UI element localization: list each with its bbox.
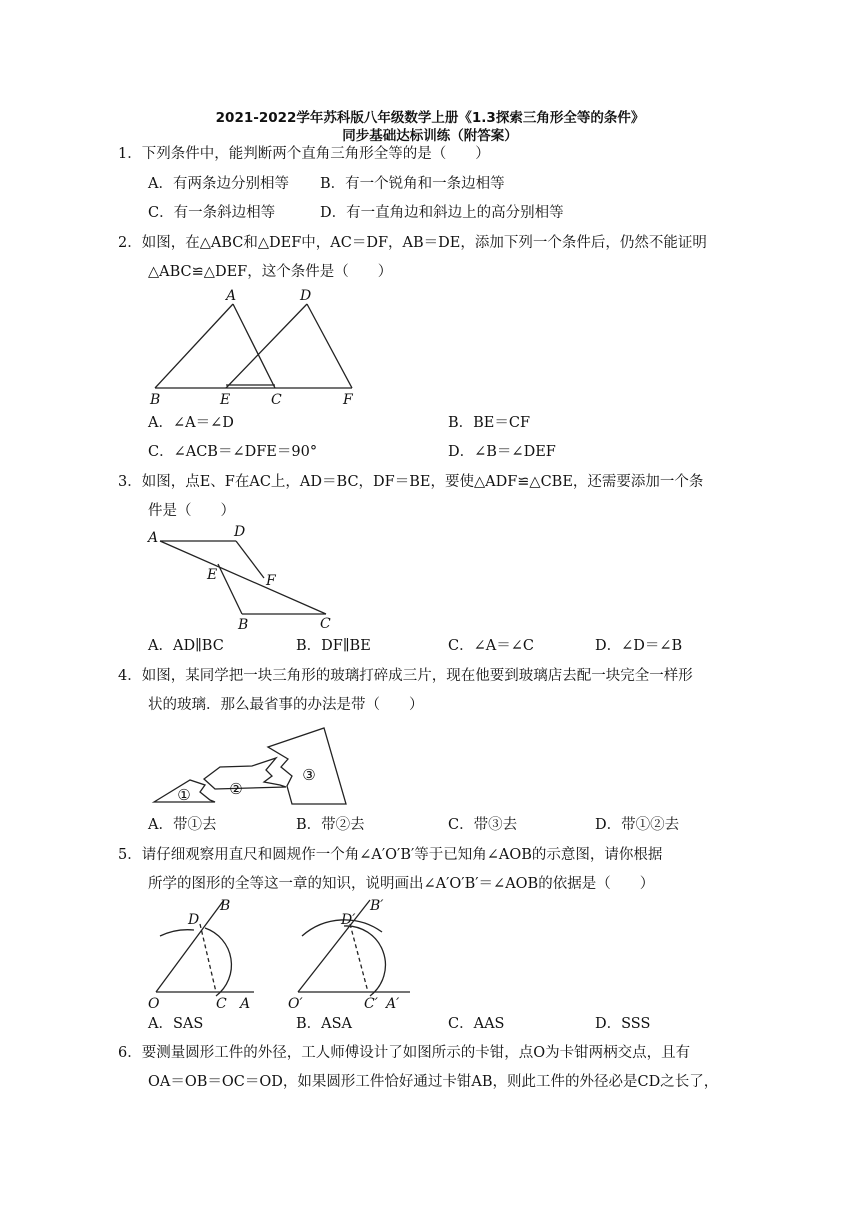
q4-option-b[interactable]: B．带②去 — [296, 817, 365, 833]
q1-option-c[interactable]: C．有一条斜边相等 — [148, 205, 276, 221]
q5-label-b-prime: B′ — [370, 898, 384, 914]
document-title-line2: 同步基础达标训练（附答案） — [342, 128, 518, 144]
question-4-text-line2: 状的玻璃．那么最省事的办法是带（ ） — [148, 697, 424, 713]
q2-option-b[interactable]: B．BE＝CF — [448, 415, 531, 431]
q4-option-a[interactable]: A．带①去 — [148, 817, 217, 833]
question-1-text: 1．下列条件中，能判断两个直角三角形全等的是（ ） — [118, 146, 490, 162]
q3-figure — [140, 522, 340, 632]
q3-label-f: F — [266, 573, 276, 589]
q2-label-b: B — [150, 392, 161, 408]
q5-label-d: D — [188, 912, 200, 928]
q2-label-c: C — [271, 392, 282, 408]
q3-label-e: E — [207, 567, 218, 583]
question-6-text-line2: OA＝OB＝OC＝OD，如果圆形工件恰好通过卡钳AB，则此工件的外径必是CD之长了， — [148, 1074, 719, 1090]
q5-label-c: C — [216, 996, 227, 1010]
q3-label-a: A — [148, 530, 159, 546]
q3-label-c: C — [320, 616, 331, 632]
question-2-text-line1: 2．如图，在△ABC和△DEF中，AC＝DF，AB＝DE，添加下列一个条件后，仍然不能证明 — [118, 235, 707, 251]
q4-figure — [140, 718, 360, 808]
q4-option-d[interactable]: D．带①②去 — [595, 817, 680, 833]
q1-option-d[interactable]: D．有一直角边和斜边上的高分别相等 — [320, 205, 564, 221]
q2-label-d: D — [300, 288, 312, 304]
document-title-line1: 2021-2022学年苏科版八年级数学上册《1.3探索三角形全等的条件》 — [215, 110, 645, 126]
question-5-text-line1: 5．请仔细观察用直尺和圆规作一个角∠A′O′B′等于已知角∠AOB的示意图，请你根据 — [118, 847, 663, 863]
q2-option-d[interactable]: D．∠B＝∠DEF — [448, 444, 556, 460]
q2-figure — [140, 284, 380, 410]
q3-option-b[interactable]: B．DF∥BE — [296, 638, 371, 654]
q5-option-d[interactable]: D．SSS — [595, 1016, 651, 1032]
q5-label-c-prime: C′ — [364, 996, 378, 1010]
q5-label-a-prime: A′ — [386, 996, 400, 1010]
q3-option-d[interactable]: D．∠D＝∠B — [595, 638, 683, 654]
question-2-text-line2: △ABC≌△DEF，这个条件是（ ） — [148, 264, 393, 280]
question-5-text-line2: 所学的图形的全等这一章的知识，说明画出∠A′O′B′＝∠AOB的依据是（ ） — [148, 876, 655, 892]
q2-label-e: E — [220, 392, 231, 408]
q4-option-c[interactable]: C．带③去 — [448, 817, 518, 833]
question-3-text-line2: 件是（ ） — [148, 503, 235, 519]
q5-figure-right — [284, 894, 419, 1010]
q3-label-d: D — [234, 524, 246, 540]
q4-piece-1-label: ① — [177, 786, 191, 804]
q5-label-d-prime: D′ — [341, 912, 356, 928]
q2-label-f: F — [343, 392, 353, 408]
q5-label-o: O — [148, 996, 160, 1010]
q2-option-c[interactable]: C．∠ACB＝∠DFE＝90° — [148, 444, 318, 460]
question-4-text-line1: 4．如图，某同学把一块三角形的玻璃打碎成三片，现在他要到玻璃店去配一块完全一样形 — [118, 668, 693, 684]
q5-option-a[interactable]: A．SAS — [148, 1016, 204, 1032]
q5-option-c[interactable]: C．AAS — [448, 1016, 505, 1032]
q4-piece-2-label: ② — [229, 780, 243, 798]
q5-label-b: B — [220, 898, 231, 914]
q3-option-c[interactable]: C．∠A＝∠C — [448, 638, 534, 654]
question-6-text-line1: 6．要测量圆形工件的外径，工人师傅设计了如图所示的卡钳，点O为卡钳两柄交点，且有 — [118, 1045, 691, 1061]
q5-option-b[interactable]: B．ASA — [296, 1016, 353, 1032]
q4-piece-3-label: ③ — [302, 766, 316, 784]
q2-label-a: A — [226, 288, 237, 304]
question-3-text-line1: 3．如图，点E、F在AC上，AD＝BC，DF＝BE，要使△ADF≌△CBE，还需要添加一个条 — [118, 474, 704, 490]
q5-label-o-prime: O′ — [288, 996, 303, 1010]
q2-option-a[interactable]: A．∠A＝∠D — [148, 415, 234, 431]
q3-option-a[interactable]: A．AD∥BC — [148, 638, 224, 654]
q3-label-b: B — [238, 617, 249, 632]
q5-label-a: A — [240, 996, 251, 1010]
q1-option-b[interactable]: B．有一个锐角和一条边相等 — [320, 176, 505, 192]
q5-figure-left — [140, 894, 270, 1010]
q1-option-a[interactable]: A．有两条边分别相等 — [148, 176, 289, 192]
